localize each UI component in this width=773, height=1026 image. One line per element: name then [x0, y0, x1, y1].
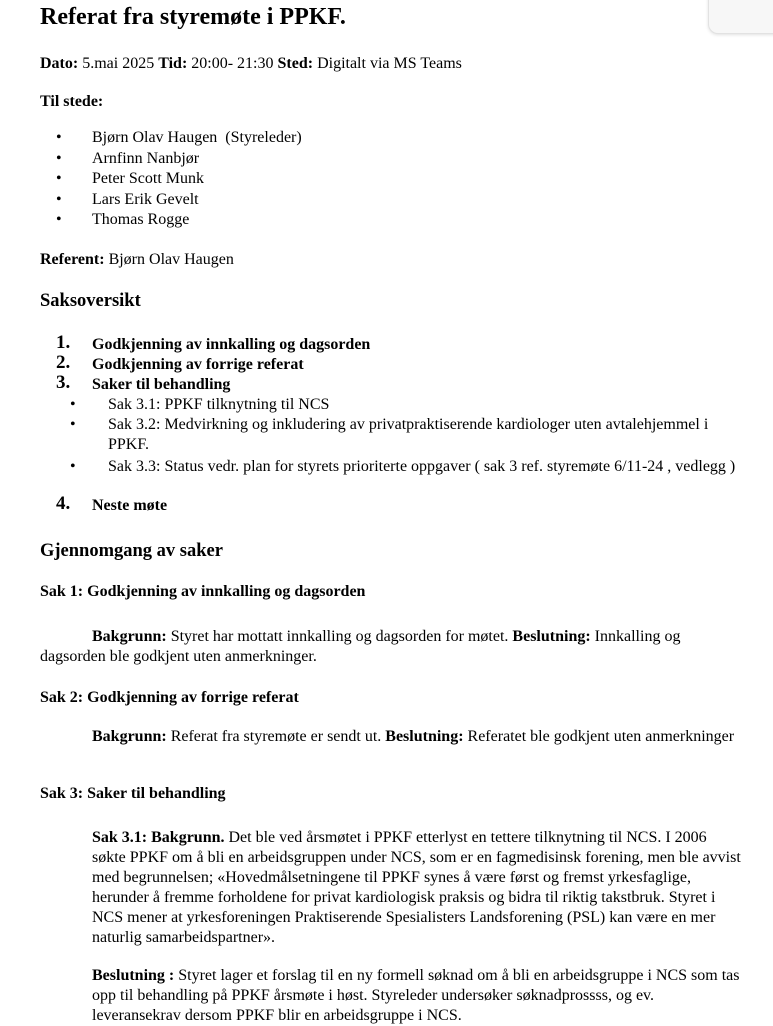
time-value: 20:00- 21:30 [191, 55, 274, 72]
place-label: Sted: [277, 55, 314, 72]
sak2-background-text: Referat fra styremøte er sendt ut. [170, 728, 382, 745]
present-label: Til stede: [40, 93, 104, 110]
overview-heading: Saksoversikt [40, 291, 141, 311]
agenda-number: 3. [56, 372, 71, 393]
window-corner-tab [708, 0, 773, 34]
sak3-1-paragraph [92, 828, 742, 948]
agenda-item-title: Godkjenning av forrige referat [92, 356, 304, 373]
sak2-decision-text: Referatet ble godkjent uten anmerkninger [467, 728, 735, 745]
sak1-decision-text: Innkalling og dagsorden ble godkjent uten anmerkninger. [40, 628, 681, 665]
referent-label: Referent: [40, 251, 105, 268]
attendee-item: • Thomas Rogge [40, 210, 302, 231]
sak3-1-decision-paragraph [92, 966, 742, 1026]
sak1-background-text: Styret har mottatt innkalling og dagsorden for møtet. [170, 628, 509, 645]
attendee-item: • Lars Erik Gevelt [40, 190, 302, 211]
agenda-item-title: Neste møte [92, 497, 168, 514]
agenda-sub-item: • Sak 3.1: PPKF tilknytning til NCS [108, 395, 748, 415]
sak2-paragraph [40, 727, 740, 747]
date-value: 5.mai 2025 [82, 55, 155, 72]
attendee-item: • Peter Scott Munk [40, 169, 302, 190]
agenda-sub-item: • Sak 3.2: Medvirkning og inkludering av privatpraktiserende kardiologer uten avtalehjemmel i PPKF. [108, 415, 748, 455]
sak3-1-decision-text: Styret lager et forslag til en ny formell søknad om å bli en arbeidsgruppe i NCS som tas opp til behandling på PPKF årsmøte i høst. Styreleder undersøker søknadprossss, og ev. leveransekrav dersom PPKF blir en arbeidsgruppe i NCS. [92, 967, 740, 1024]
agenda-number: 2. [56, 352, 71, 373]
sak1-background-label: Bakgrunn: [92, 628, 167, 645]
date-label: Dato: [40, 55, 79, 72]
review-heading: Gjennomgang av saker [40, 541, 223, 561]
agenda-item-title: Saker til behandling [92, 376, 231, 393]
agenda-number: 4. [56, 493, 71, 514]
sak1-heading: Sak 1: Godkjenning av innkalling og dagsorden [40, 583, 366, 600]
sak3-heading: Sak 3: Saker til behandling [40, 785, 226, 802]
place-value: Digitalt via MS Teams [317, 55, 462, 72]
document-title: Referat fra styremøte i PPKF. [40, 4, 346, 30]
attendee-item: • Arnfinn Nanbjør [40, 149, 302, 170]
sak2-heading: Sak 2: Godkjenning av forrige referat [40, 689, 299, 706]
sak2-decision-label: Beslutning: [385, 728, 464, 745]
referent-line [40, 250, 234, 270]
sak1-paragraph [40, 627, 740, 667]
attendee-item: • Bjørn Olav Haugen (Styreleder) [40, 128, 302, 149]
agenda-sub-item: • Sak 3.3: Status vedr. plan for styrets prioriterte oppgaver ( sak 3 ref. styremøte 6/11-24 , vedlegg ) [108, 457, 748, 477]
agenda-number: 1. [56, 332, 71, 353]
time-label: Tid: [158, 55, 188, 72]
sak3-1-background-label: Sak 3.1: Bakgrunn. [92, 829, 225, 846]
meeting-meta [40, 54, 462, 74]
sak1-decision-label: Beslutning: [512, 628, 591, 645]
sak2-background-label: Bakgrunn: [92, 728, 167, 745]
agenda-item-title: Godkjenning av innkalling og dagsorden [92, 336, 371, 353]
referent-value: Bjørn Olav Haugen [108, 251, 234, 268]
sak3-1-background-text: Det ble ved årsmøtet i PPKF etterlyst en tettere tilknytning til NCS. I 2006 søkte PPKF om å bli en arbeidsgruppen under NCS, som er en fagmedisinsk forening, men ble avvist med begrunnelsen; «Hovedmålsetningene til PPKF synes å være først og fremst yrkesfaglige, herunder å fremme forholdene for privat kardiologisk praksis og bidra til riktig takstbruk. Styret i NCS mener at yrkesforeningen Praktiserende Spesialisters Landsforening (PSL) kan være en mer naturlig samarbeidspartner». [92, 829, 741, 946]
sak3-1-decision-label: Beslutning : [92, 967, 175, 984]
attendee-list [40, 128, 302, 231]
